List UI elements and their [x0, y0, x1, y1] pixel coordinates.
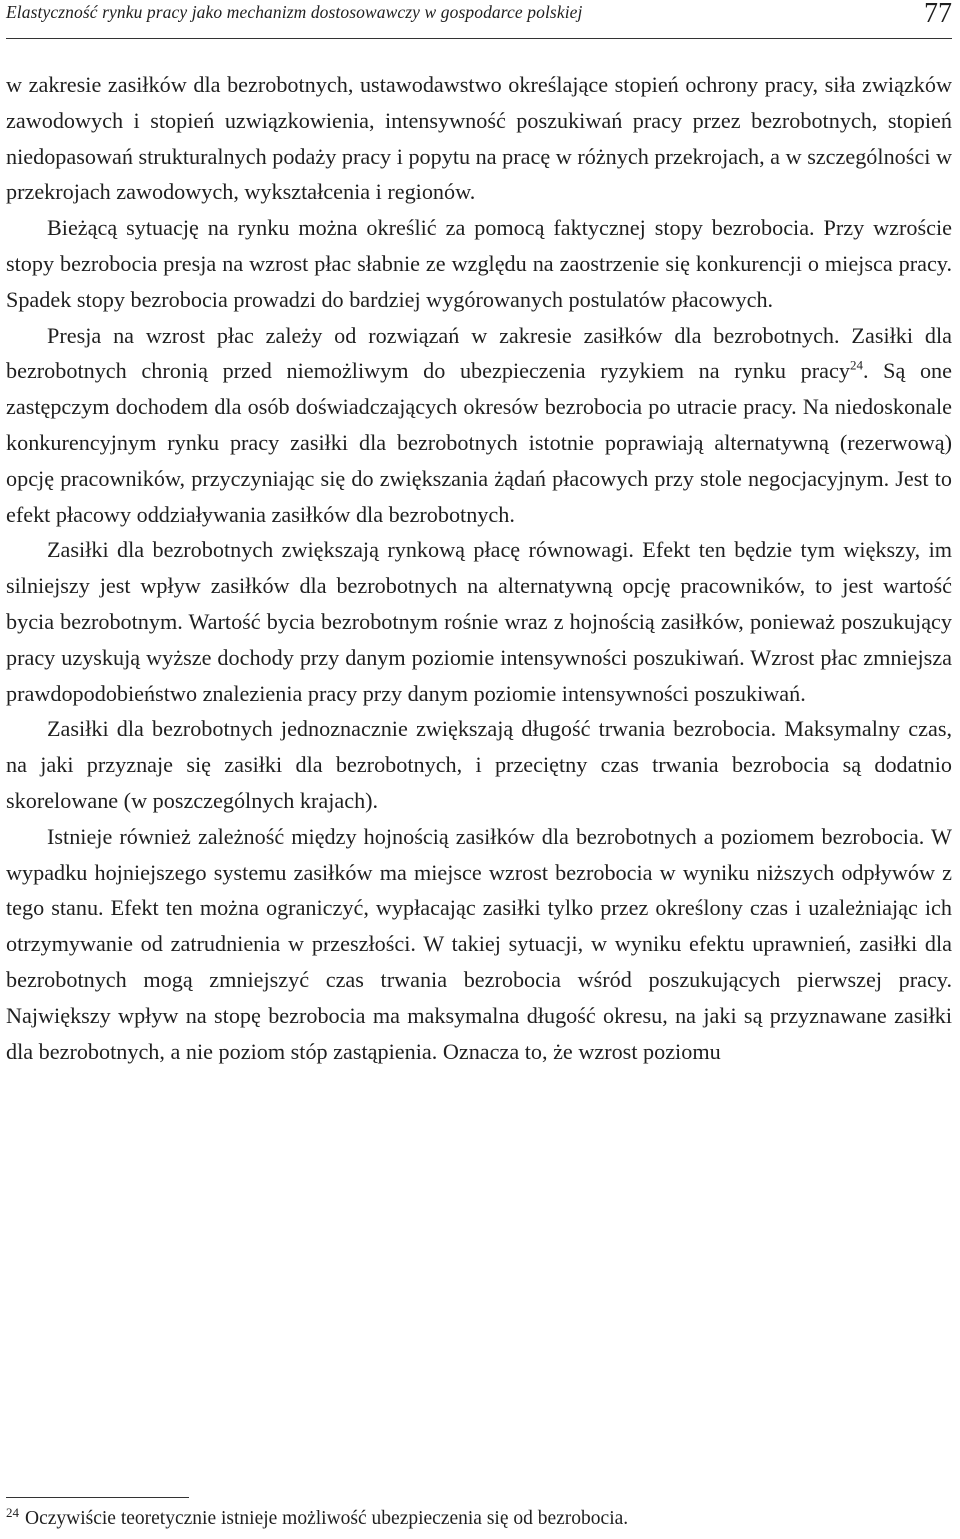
footnote-text: Oczywiście teoretycznie istnieje możliwość ubezpieczenia się od bezrobocia. [25, 1508, 629, 1529]
running-title: Elastyczność rynku pracy jako mechanizm dostosowawczy w gospodarce polskiej [6, 2, 583, 22]
page-number: 77 [924, 0, 952, 29]
running-header [6, 0, 952, 39]
paragraph-3 [6, 318, 952, 533]
paragraph-2: Bieżącą sytuację na rynku można określić za pomocą faktycznej stopy bezrobocia. Przy wzroście stopy bezrobocia presja na wzrost płac słabnie ze względu na zaostrzenie się konkurencji o miejsca pracy. Spadek stopy bezrobocia prowadzi do bardziej wygórowanych postulatów płacowych. [6, 215, 952, 312]
paragraph-5: Zasiłki dla bezrobotnych jednoznacznie zwiększają długość trwania bezrobocia. Maksymalny czas, na jaki przyznaje się zasiłki dla bezrobotnych, i przeciętny czas trwania bezrobocia są dodatnio skorelowane (w poszczególnych krajach). [6, 716, 952, 813]
paragraph-6: Istnieje również zależność między hojnością zasiłków dla bezrobotnych a poziomem bezrobocia. W wypadku hojniejszego systemu zasiłków ma miejsce wzrost bezrobocia w wyniku niższych odpływów z tego stanu. Efekt ten można ograniczyć, wypłacając zasiłki tylko przez określony czas i uzależniając ich otrzymywanie od zatrudnienia w przeszłości. W takiej sytuacji, w wyniku efektu uprawnień, zasiłki dla bezrobotnych mogą zmniejszyć czas trwania bezrobocia wśród poszukujących pierwszej pracy. Największy wpływ na stopę bezrobocia ma maksymalna długość okresu, na jaki są przyznawane zasiłki dla bezrobotnych, a nie poziom stóp zastąpienia. Oznacza to, że wzrost poziomu [6, 823, 952, 1064]
footnote-reference[interactable]: 24 [849, 357, 863, 373]
paragraph-3-part-1: Presja na wzrost płac zależy od rozwiązań w zakresie zasiłków dla bezrobotnych. Zasiłki dla bezrobotnych chronią przed niemożliwym do ubezpieczenia ryzykiem na rynku pracy [6, 322, 952, 384]
paragraph-3-part-2: . Są one zastępczym dochodem dla osób doświadczających okresów bezrobocia po utracie pracy. Na niedoskonale konkurencyjnym rynku pracy zasiłki dla bezrobotnych istotnie poprawiają alternatywną (rezerwową) opcję pracowników, przyczyniając się do zwiększania żądań płacowych przy stole negocjacyjnym. Jest to efekt płacowy oddziaływania zasiłków dla bezrobotnych. [6, 358, 952, 527]
paragraph-1: w zakresie zasiłków dla bezrobotnych, ustawodawstwo określające stopień ochrony pracy, siła związków zawodowych i stopień uzwiązkowienia, intensywność poszukiwań pracy przez bezrobotnych, stopień niedopasowań strukturalnych podaży pracy i popytu na pracę w różnych przekrojach, a w szczególności w przekrojach zawodowych, wykształcenia i regionów. [6, 72, 952, 205]
footnote [6, 1506, 628, 1532]
footnote-divider [6, 1497, 189, 1498]
paragraph-4: Zasiłki dla bezrobotnych zwiększają rynkową płacę równowagi. Efekt ten będzie tym większy, im silniejszy jest wpływ zasiłków dla bezrobotnych na alternatywną opcję pracowników, to jest wartość bycia bezrobotnym. Wartość bycia bezrobotnym rośnie wraz z hojnością zasiłków, ponieważ poszukujący pracy uzyskują wyższe dochody przy danym poziomie intensywności poszukiwań. Wzrost płac zmniejsza prawdopodobieństwo znalezienia pracy przy danym poziomie intensywności poszukiwań. [6, 537, 952, 706]
body-text [6, 67, 952, 1069]
footnote-number: 24 [6, 1504, 19, 1520]
